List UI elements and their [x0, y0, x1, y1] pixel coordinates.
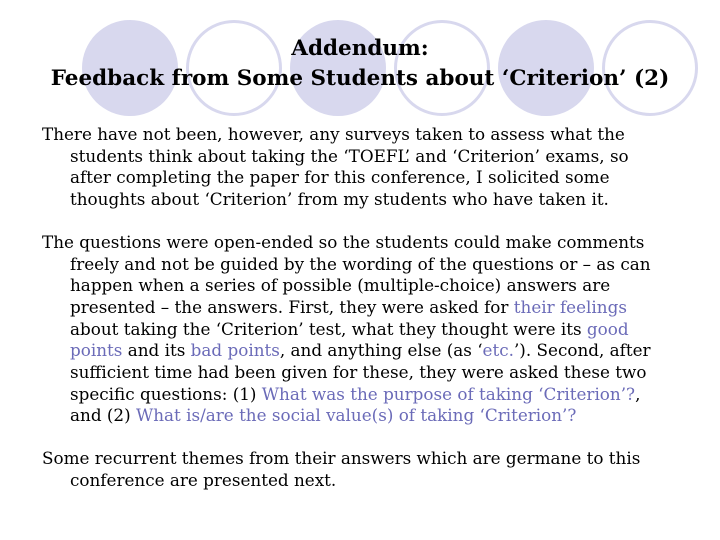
- text-line: sufficient time had been given for these, they were asked these two: [70, 362, 647, 383]
- text-line: [42, 405, 682, 427]
- text-segment: ’). Second, after: [513, 340, 651, 361]
- text-line: happen when a series of possible (multiple-choice) answers are: [70, 275, 611, 296]
- text-segment: ,: [635, 383, 641, 404]
- text-line: The questions were open-ended so the students could make comments: [42, 231, 645, 252]
- text-line: [42, 297, 682, 319]
- text-segment: and its: [122, 340, 191, 361]
- paragraph-surveys: [42, 124, 682, 211]
- highlight-their-feelings: their feelings: [513, 296, 627, 317]
- text-line: thoughts about ‘Criterion’ from my students who have taken it.: [70, 189, 609, 210]
- highlight-question-1: What was the purpose of taking ‘Criterion’?: [261, 383, 636, 404]
- text-segment: specific questions: (1): [70, 383, 262, 404]
- text-segment: , and anything else (as ‘: [279, 340, 483, 361]
- text-line: freely and not be guided by the wording of the questions or – as can: [70, 253, 651, 274]
- highlight-good-points-part2: points: [70, 340, 123, 361]
- slide-body: [42, 124, 682, 492]
- text-line: conference are presented next.: [70, 469, 337, 490]
- text-line: after completing the paper for this conference, I solicited some: [70, 167, 610, 188]
- title-line-2: Feedback from Some Students about ‘Criterion’ (2): [50, 66, 670, 91]
- paragraph-questions: [42, 232, 682, 427]
- title-line-1: Addendum:: [291, 36, 429, 61]
- text-line: [42, 384, 682, 406]
- text-segment: presented – the answers. First, they were asked for: [70, 296, 514, 317]
- highlight-etc: etc.: [482, 340, 514, 361]
- text-line: There have not been, however, any surveys taken to assess what the: [42, 124, 625, 144]
- highlight-good-points-part1: good: [586, 318, 629, 339]
- paragraph-themes: [42, 448, 682, 491]
- highlight-question-2: What is/are the social value(s) of taking ‘Criterion’?: [136, 405, 577, 426]
- text-line: students think about taking the ‘TOEFL’ and ‘Criterion’ exams, so: [70, 145, 629, 166]
- text-segment: about taking the ‘Criterion’ test, what they thought were its: [70, 318, 587, 339]
- text-line: [42, 340, 682, 362]
- text-line: [42, 319, 682, 341]
- highlight-bad-points: bad points: [190, 340, 280, 361]
- slide-title: [0, 34, 720, 94]
- text-segment: and (2): [70, 405, 136, 426]
- text-line: Some recurrent themes from their answers which are germane to this: [42, 448, 641, 469]
